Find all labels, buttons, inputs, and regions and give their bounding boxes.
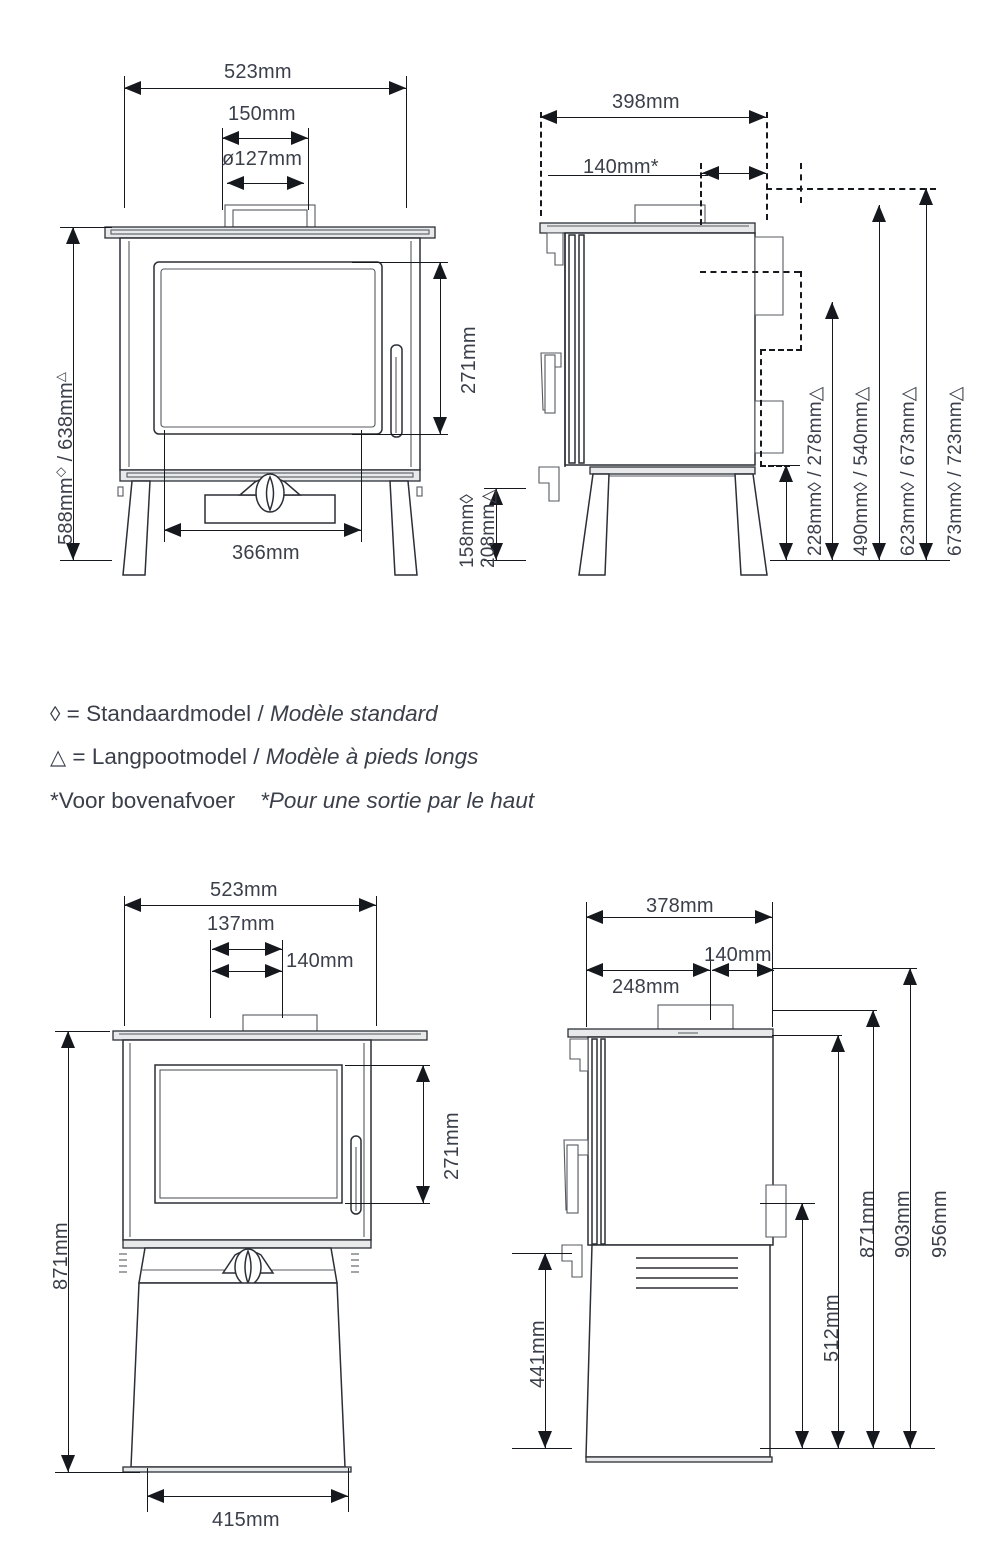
note-nl: *Voor bovenafvoer [50, 788, 236, 813]
dim-overall-height-top-left: 588mm◇ / 638mm△ [52, 371, 77, 545]
arrow-down [66, 543, 80, 560]
dim-flue-outer-bottom-left: 140mm [286, 950, 354, 972]
dim-base-height: 441mm [527, 1320, 549, 1388]
ext-line [376, 896, 377, 1026]
note-fr: *Pour une sortie par le haut [260, 788, 535, 813]
arrow-up [831, 1035, 845, 1052]
dash-route [700, 271, 800, 273]
ext-line [512, 1448, 572, 1449]
dim-overall-height-bottom-left: 871mm [50, 1222, 72, 1290]
dim-line-512 [802, 1203, 803, 1448]
ext-line [348, 1468, 349, 1512]
legend-equals: = [66, 701, 80, 726]
arrow-up [919, 188, 933, 205]
arrow-down [61, 1455, 75, 1472]
arrow-left [227, 176, 244, 190]
dim-h4-top-right: 673mm◊ / 723mm△ [945, 386, 966, 556]
arrow-right [359, 898, 376, 912]
dash-route [760, 349, 762, 467]
triangle-icon: △ [50, 745, 67, 769]
dim-flue-width-bottom-right: 140mm [704, 944, 772, 966]
ext-line [124, 896, 125, 1026]
arrow-down [795, 1431, 809, 1448]
dash-route [766, 188, 936, 190]
dim-depth-bottom-right: 378mm [646, 895, 714, 917]
arrow-down [825, 543, 839, 560]
arrow-right [291, 131, 308, 145]
dim-h3-bottom-right: 903mm [892, 1190, 914, 1258]
arrow-up [866, 1010, 880, 1027]
arrow-up [903, 968, 917, 985]
marker-standard: ◇ [52, 467, 68, 478]
arrow-up [825, 302, 839, 319]
dim-leg-height-standard [458, 494, 477, 568]
ext-line [345, 1203, 430, 1204]
arrow-right [389, 81, 406, 95]
dash-route [760, 349, 802, 351]
arrow-left [164, 523, 181, 537]
legend-separator: / [257, 701, 264, 726]
stove-side-view-standard [535, 205, 825, 575]
dim-base-width: 415mm [212, 1509, 280, 1531]
dim-line-398 [540, 117, 766, 118]
arrow-down [866, 1431, 880, 1448]
arrow-left [540, 110, 557, 124]
stove-front-view-pedestal [105, 1015, 435, 1480]
dim-h4-bottom-right: 956mm [929, 1190, 951, 1258]
dim-line-903 [873, 1010, 874, 1448]
dim-line-490 [832, 302, 833, 560]
dim-line-871-right [838, 1035, 839, 1448]
arrow-left [124, 81, 141, 95]
arrow-down [416, 1186, 430, 1203]
legend-longleg-fr: Modèle à pieds longs [265, 743, 479, 769]
baseline [760, 1448, 935, 1449]
legend-standard-nl: Standaardmodel [86, 701, 252, 726]
dim-flue-inner-bottom-left: 137mm [207, 913, 275, 935]
dim-h2-bottom-right: 871mm [857, 1190, 879, 1258]
arrow-up [66, 227, 80, 244]
arrow-up [433, 262, 447, 279]
dim-depth-top-right: 398mm [612, 91, 680, 113]
arrow-left [212, 942, 229, 956]
dim-line-623 [879, 205, 880, 560]
arrow-right [265, 964, 282, 978]
baseline [770, 560, 950, 561]
ext-line [308, 128, 309, 210]
arrow-right [749, 110, 766, 124]
leg-height-value: 158mm◊ [457, 494, 478, 568]
legend-row-standard [50, 703, 750, 726]
arrow-down [433, 417, 447, 434]
dim-h3-top-right: 623mm◊ / 673mm△ [898, 386, 919, 556]
dim-h1-top-right: 228mm◊ / 278mm△ [805, 386, 826, 556]
ext-line [55, 1472, 140, 1473]
dim-overall-width-bottom-left: 523mm [210, 879, 278, 901]
stove-front-view-standard [105, 205, 435, 575]
legend-block [50, 703, 750, 813]
ext-dash [800, 163, 802, 203]
dim-h1-bottom-right: 512mm [821, 1294, 843, 1362]
dim-h2-top-right: 490mm◊ / 540mm△ [851, 386, 872, 556]
arrow-up [779, 465, 793, 482]
arrow-down [919, 543, 933, 560]
dim-door-glass-height-top-left: 271mm [458, 326, 480, 394]
arrow-up [538, 1253, 552, 1270]
arrow-down [872, 543, 886, 560]
dim-line-271-bottom [423, 1065, 424, 1203]
ext-line [352, 434, 448, 435]
arrow-left [124, 898, 141, 912]
arrow-down [903, 1431, 917, 1448]
legend-row-longleg [50, 743, 750, 769]
dash-route [800, 271, 802, 351]
arrow-right [331, 1489, 348, 1503]
ext-dash [766, 112, 768, 220]
arrow-right [749, 166, 766, 180]
arrow-up [872, 205, 886, 222]
ext-line [210, 940, 211, 1018]
diamond-icon: ◊ [50, 703, 61, 726]
dim-line-673 [926, 188, 927, 560]
arrow-left [212, 964, 229, 978]
arrow-up [795, 1203, 809, 1220]
arrow-left [586, 963, 603, 977]
leg-height-long-value: 208mm△ [478, 488, 499, 568]
stove-side-view-pedestal [558, 1005, 828, 1470]
ext-line [361, 430, 362, 542]
ext-line [406, 76, 407, 208]
dim-line-523 [124, 88, 406, 89]
ext-line [60, 560, 112, 561]
arrow-up [61, 1031, 75, 1048]
marker-longleg: △ [52, 371, 68, 383]
arrow-down [831, 1431, 845, 1448]
arrow-down [779, 543, 793, 560]
dim-line-366 [164, 530, 361, 531]
dim-leg-inner-width: 366mm [232, 542, 300, 564]
arrow-down [538, 1431, 552, 1448]
arrow-right [265, 942, 282, 956]
dim-line-956 [910, 968, 911, 1448]
dim-line-248 [586, 970, 710, 971]
dim-line-523-bottom [124, 905, 376, 906]
dim-flue-offset: 248mm [612, 976, 680, 998]
legend-longleg-nl: Langpootmodel [91, 743, 247, 769]
dim-overall-width-top-left: 523mm [224, 61, 292, 83]
arrow-up [416, 1065, 430, 1082]
dim-line-271 [440, 262, 441, 434]
dim-height-standard: 588mm [55, 477, 77, 545]
ext-line [282, 940, 283, 1018]
arrow-left [222, 131, 239, 145]
dim-flue-diameter: ø127mm [222, 148, 303, 170]
ext-line [772, 968, 917, 969]
ext-line [772, 1010, 877, 1011]
arrow-left [702, 166, 719, 180]
arrow-right [755, 910, 772, 924]
dim-leg-height-longleg [479, 489, 498, 568]
dim-height-longleg: 638mm [55, 382, 77, 450]
dim-door-glass-height-bottom-left: 271mm [441, 1112, 463, 1180]
ext-dash [540, 112, 542, 216]
legend-note [50, 790, 750, 813]
arrow-right [287, 176, 304, 190]
dim-line-415 [147, 1496, 348, 1497]
ext-line [124, 76, 125, 208]
dim-top-outlet: 140mm* [583, 156, 659, 178]
arrow-left [147, 1489, 164, 1503]
dim-line-378 [586, 917, 772, 918]
legend-equals: = [72, 743, 86, 769]
arrow-left [586, 910, 603, 924]
arrow-right [344, 523, 361, 537]
dim-flue-outer-top-left: 150mm [228, 103, 296, 125]
legend-standard-fr: Modèle standard [269, 701, 438, 726]
legend-separator: / [253, 743, 260, 769]
